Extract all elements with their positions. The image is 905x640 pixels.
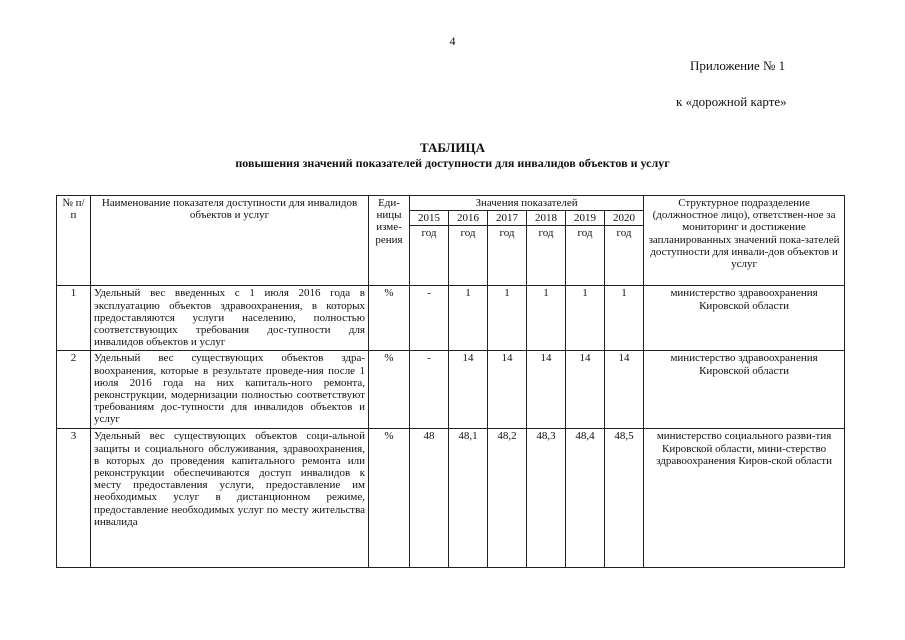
table-subtitle: повышения значений показателей доступности для инвалидов объектов и услуг [235,156,670,170]
row-num: 3 [57,429,91,568]
annex-subtitle: к «дорожной карте» [676,94,787,109]
row-dept: министерство социального разви-тия Кировской области, мини-стерство здравоохранения Киров-ской области [644,429,845,568]
row-value: 48,4 [566,429,605,568]
table-row [57,429,845,568]
row-value: 14 [449,351,488,429]
header-year-unit: год [410,226,449,286]
row-value: - [410,351,449,429]
page-number: 4 [449,34,456,48]
indicators-table [56,195,845,568]
row-value: 14 [488,351,527,429]
row-value: 1 [605,286,644,351]
row-name: Удельный вес введенных с 1 июля 2016 года в эксплуатацию объектов здравоохранения, в которых предоставляются услуги населению, полностью соответствующих требования дос-тупности для инвалидов объектов и услуг [91,286,369,351]
header-year-unit: год [449,226,488,286]
header-dept: Структурное подразделение (должностное лицо), ответствен-ное за мониторинг и достижение запланированных значений пока-зателей доступности для инвали-дов объектов и услуг [644,196,845,286]
row-name: Удельный вес существующих объектов соци-альной защиты и социального обслуживания, здравоохранения, в которых до проведения капитального ремонта или реконструкции обеспечиваются доступ инвалидов к месту предоставления услуги, предоставление им необходимых услуг в дистанционном режиме, предоставление необходимых услуг по месту жительства инвалида [91,429,369,568]
header-year: 2020 [605,211,644,226]
header-year: 2018 [527,211,566,226]
header-unit: Еди-ницы изме-рения [369,196,410,286]
row-value: 1 [449,286,488,351]
row-value: 48,1 [449,429,488,568]
header-year: 2016 [449,211,488,226]
table-title: ТАБЛИЦА [420,140,485,155]
row-value: 1 [566,286,605,351]
row-unit: % [369,429,410,568]
header-year-unit: год [488,226,527,286]
header-year-unit: год [605,226,644,286]
table-row [57,286,845,351]
row-value: 1 [488,286,527,351]
row-value: 48,3 [527,429,566,568]
row-value: 48,2 [488,429,527,568]
row-dept: министерство здравоохранения Кировской области [644,351,845,429]
annex-title: Приложение № 1 [690,58,786,73]
header-year-unit: год [566,226,605,286]
row-value: 1 [527,286,566,351]
header-year-unit: год [527,226,566,286]
header-year: 2015 [410,211,449,226]
row-name: Удельный вес существующих объектов здра-воохранения, которые в результате проведе-ния после 1 июля 2016 года на них капиталь-ного ремонта, реконструкции, модернизации полностью соответствуют требованиям дос-тупности для инвалидов объектов и услуг [91,351,369,429]
row-unit: % [369,286,410,351]
header-num: № п/п [57,196,91,286]
row-value: - [410,286,449,351]
row-value: 14 [527,351,566,429]
row-value: 48,5 [605,429,644,568]
table-row [57,351,845,429]
header-values: Значения показателей [410,196,644,211]
row-value: 14 [566,351,605,429]
row-value: 48 [410,429,449,568]
row-num: 2 [57,351,91,429]
row-dept: министерство здравоохранения Кировской области [644,286,845,351]
row-num: 1 [57,286,91,351]
row-unit: % [369,351,410,429]
row-value: 14 [605,351,644,429]
header-year: 2019 [566,211,605,226]
header-year: 2017 [488,211,527,226]
header-name: Наименование показателя доступности для инвалидов объектов и услуг [91,196,369,286]
